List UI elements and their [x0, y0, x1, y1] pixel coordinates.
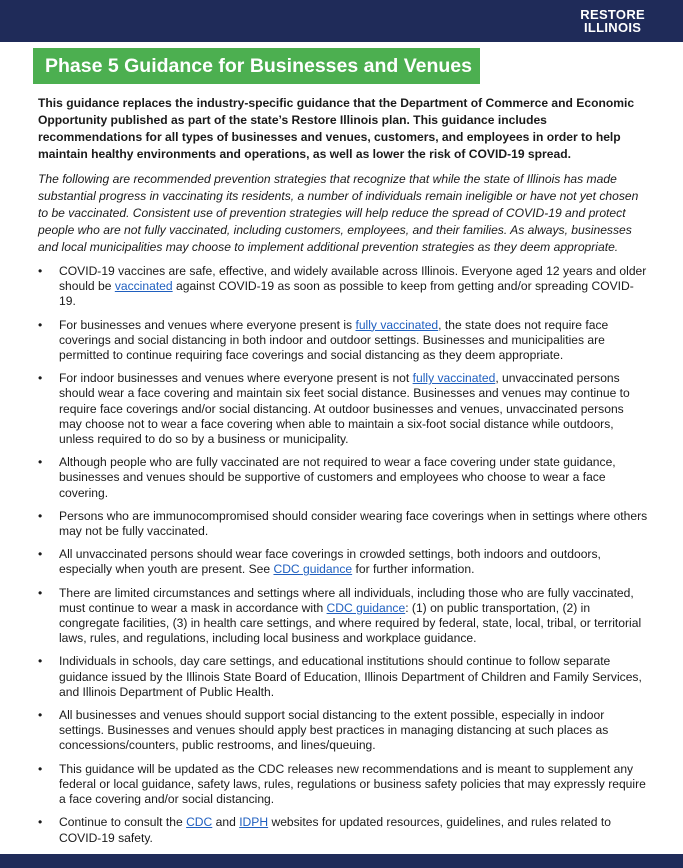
- vaccinated-link[interactable]: vaccinated: [114, 279, 173, 294]
- list-item: • For indoor businesses and venues where everyone present is not fully vaccinated, unvaccinated persons should wear a face covering and maintain six feet social distance. Businesses and venues may continue to require face coverings and/or social distancing. At outdoor businesses and venues, unvaccinated persons may choose not to wear a face covering when able to maintain a six-foot social distance while outdoors, unless required to do so by a business or municipality.: [38, 371, 648, 447]
- footer-bar: [0, 854, 683, 868]
- restore-illinois-logo: [580, 8, 645, 34]
- list-item: • All businesses and venues should support social distancing to the extent possible, especially in indoor settings. Businesses and venues should apply best practices in managing distancing at such places as concessions/counters, public restrooms, and lines/queuing.: [38, 708, 648, 754]
- cdc-guidance-link-2[interactable]: CDC guidance: [326, 600, 406, 615]
- intro-paragraph: This guidance replaces the industry-specific guidance that the Department of Commerce and Economic Opportunity published as part of the state’s Restore Illinois plan. This guidance includes recommendations for all types of businesses and venues, customers, and employees in order to help maintain healthy environments and operations, as well as lower the risk of COVID-19 spread.: [38, 96, 635, 161]
- idph-link[interactable]: IDPH: [239, 815, 269, 830]
- list-item: • Although people who are fully vaccinated are not required to wear a face covering under state guidance, businesses and venues should be supportive of customers and employees who choose to wear a face covering.: [38, 455, 648, 501]
- cdc-link[interactable]: CDC: [186, 815, 213, 830]
- list-item: • All unvaccinated persons should wear face coverings in crowded settings, both indoors and outdoors, especially when youth are present. See CDC guidance for further information.: [38, 547, 648, 577]
- prevention-paragraph: The following are recommended prevention strategies that recognize that while the state of Illinois has made substantial progress in vaccinating its residents, a number of individuals remain ineligible or have not yet chosen to be vaccinated. Consistent use of prevention strategies will help reduce the spread of COVID-19 and protect people who are not fully vaccinated, including customers, employees, and their families. As always, businesses and local municipalities may choose to implement additional prevention strategies as they deem appropriate.: [38, 172, 639, 254]
- fully-vaccinated-link[interactable]: fully vaccinated: [355, 317, 439, 332]
- logo-line-1: RESTORE: [580, 7, 645, 22]
- list-item: • COVID-19 vaccines are safe, effective, and widely available across Illinois. Everyone aged 12 years and older should be vaccinated against COVID-19 as soon as possible to keep from getting and/or spreading COVID-19.: [38, 264, 648, 310]
- logo-line-2: ILLINOIS: [583, 20, 642, 35]
- document-body: [38, 95, 648, 854]
- header-bar: [0, 0, 683, 42]
- list-item: • This guidance will be updated as the CDC releases new recommendations and is meant to supplement any federal or local guidance, safety laws, rules, regulations or business safety policies that may expressly require a face covering and/or social distancing.: [38, 762, 648, 808]
- fully-vaccinated-link-2[interactable]: fully vaccinated: [412, 371, 496, 386]
- guidance-list: [38, 264, 648, 846]
- list-item: • Individuals in schools, day care settings, and educational institutions should continue to follow separate guidance issued by the Illinois State Board of Education, Illinois Department of Children and Family Services, and Illinois Department of Public Health.: [38, 654, 648, 700]
- cdc-guidance-link[interactable]: CDC guidance: [273, 562, 353, 577]
- page-title: Phase 5 Guidance for Businesses and Venues: [33, 48, 480, 84]
- list-item: • There are limited circumstances and settings where all individuals, including those who are fully vaccinated, must continue to wear a mask in accordance with CDC guidance: (1) on public transportation, (2) in congregate facilities, (3) in health care settings, and where required by federal, state, local, tribal, or territorial laws, rules, and regulations, including local business and workplace guidance.: [38, 586, 648, 647]
- list-item: • Continue to consult the CDC and IDPH websites for updated resources, guidelines, and rules related to COVID-19 safety.: [38, 815, 648, 845]
- list-item: • Persons who are immunocompromised should consider wearing face coverings when in settings where others may not be fully vaccinated.: [38, 509, 648, 539]
- list-item: • For businesses and venues where everyone present is fully vaccinated, the state does not require face coverings and social distancing in both indoor and outdoor settings. Businesses and municipalities are permitted to continue requiring face coverings and social distancing as they deem appropriate.: [38, 318, 648, 364]
